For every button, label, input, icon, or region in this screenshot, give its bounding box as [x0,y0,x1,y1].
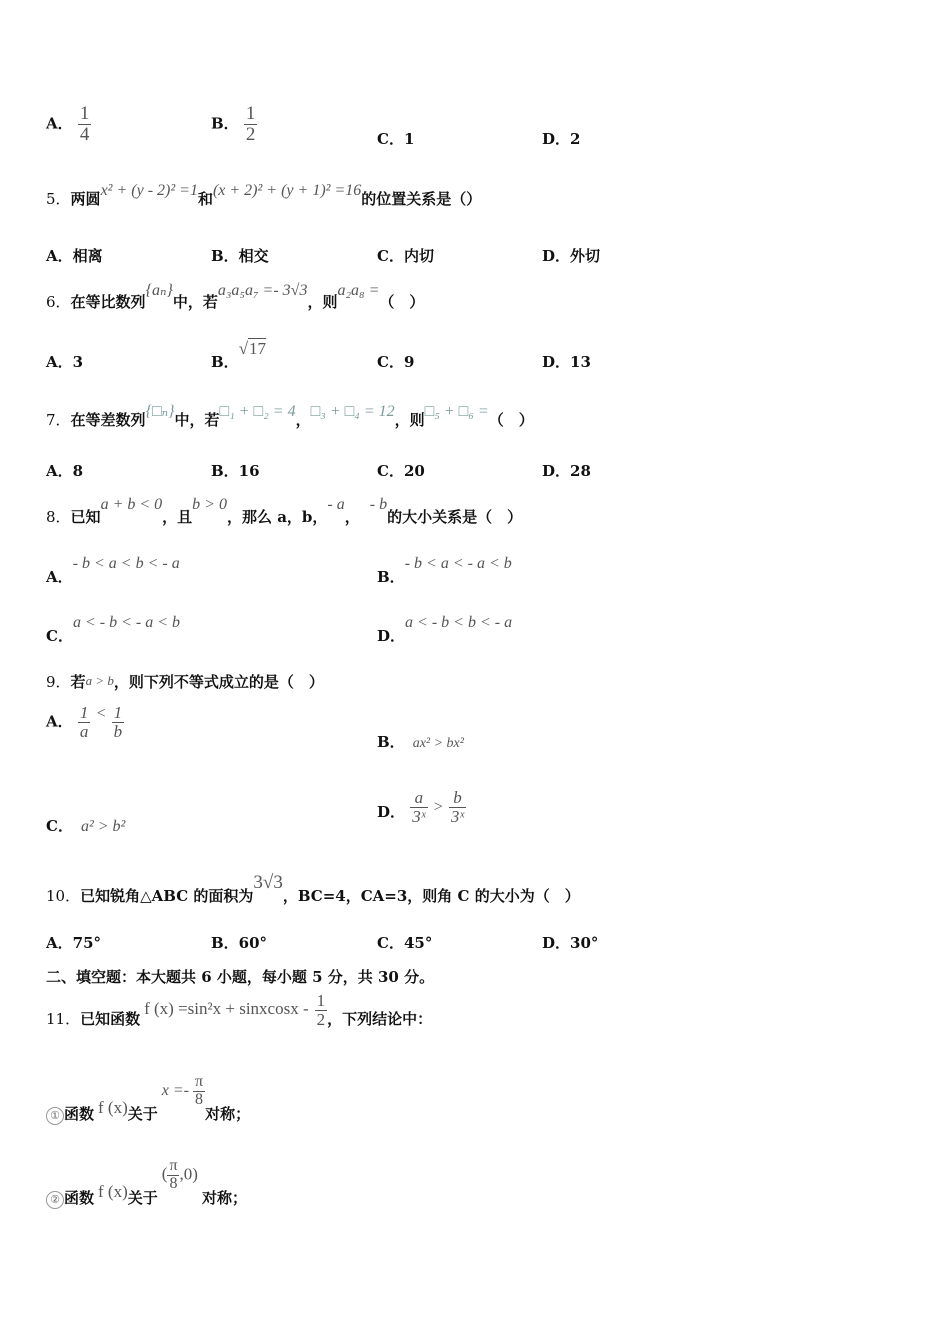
q10-option-b: B．60° [211,934,268,952]
question-8: 8．已知a + b < 0，且b > 0，那么 a，b，- a，- b的大小关系是（ ） [46,496,523,526]
q5-circle-2-equation: (x + 2)² + (y + 1)² =16 [212,182,362,199]
question-10: 10．已知锐角△ABC 的面积为3√3，BC=4，CA=3，则角 C 的大小为（ ） [46,872,580,905]
q6-option-b-radicand: 17 [249,339,267,358]
q10-option-a: A．75° [46,934,102,952]
q5-option-a: A．相离 [46,247,103,265]
q6-option-c: C．9 [377,353,415,371]
q10-option-d: D．30° [542,934,599,952]
q4-option-a-fraction: $\frac{1}{4}$ [79,103,90,145]
q8-condition-2: b > 0 [192,496,227,513]
q4-option-b: B． $\frac{1}{2}$ [211,103,256,145]
q9-option-b: B． ax² > bx² [377,733,464,751]
q7-condition-2: □₃ + □₄ = 12 [310,403,395,420]
q10-option-c: C．45° [377,934,433,952]
q7-option-b: B．16 [211,462,260,480]
q8-condition-1: a + b < 0 [100,496,163,513]
question-7: 7．在等差数列{□ₙ}中，若□₁ + □₂ = 4，□₃ + □₄ = 12，则□₅ + □₆ =（ ） [46,403,534,429]
q9-option-a: A． $\frac{1}{a}$ < $\frac{1}{b}$ [46,703,123,741]
q11-statement-2: ② 函数 f (x)关于( $\frac{\pi}{8}$ ,0)对称； [46,1158,247,1193]
q7-target: □₅ + □₆ = [424,403,489,420]
q9-condition: a > b [85,673,114,688]
q9-option-d: D． $\frac{a}{\text{3ˣ}}$ > $\frac{b}{\text{3ˣ}}$ [377,788,465,826]
q8-option-d: D．a < - b < b < - a [377,614,513,645]
q6-target: a₂a₈ = [337,282,380,299]
q4-option-c: C．1 [377,130,415,148]
q6-option-a: A．3 [46,353,84,371]
q4-option-b-fraction: $\frac{1}{2}$ [245,103,256,145]
q8-option-c: C．a < - b < - a < b [46,614,180,645]
q7-option-a: A．8 [46,462,84,480]
q7-sequence: {□ₙ} [145,403,175,420]
q7-condition-1: □₁ + □₂ = 4 [219,403,296,420]
section-heading: 二、填空题：本大题共 6 小题，每小题 5 分，共 30 分。 [46,968,435,986]
question-9: 9．若a > b，则下列不等式成立的是（ ） [46,673,324,691]
q9-option-c: C． a² > b² [46,817,126,835]
q5-option-b: B．相交 [211,247,269,265]
question-6: 6．在等比数列{aₙ}中，若a₃a₅a₇ =- 3√3，则a₂a₈ =（ ） [46,282,425,311]
q4-option-a: A． $\frac{1}{4}$ [46,103,90,145]
q6-option-b: B．√17 [211,339,267,371]
question-5: 5．两圆x² + (y - 2)² =1和(x + 2)² + (y + 1)² =16的位置关系是（） [46,182,482,208]
q10-area: 3√3 [253,872,283,893]
q8-option-b: B．- b < a < - a < b [377,555,512,586]
q7-option-c: C．20 [377,462,425,480]
q6-option-d: D．13 [542,353,591,371]
q5-option-d: D．外切 [542,247,601,265]
q6-condition: a₃a₅a₇ =- 3√3 [217,282,308,299]
q11-statement-1: ① 函数 f (x)关于x =- $\frac{\pi}{8}$ 对称； [46,1074,250,1109]
q5-circle-1-equation: x² + (y - 2)² =1 [100,182,198,199]
q6-sequence: {aₙ} [145,282,173,299]
q4-option-d: D．2 [542,130,581,148]
question-11: 11．已知函数f (x) =sin²x + sinxcosx - $\frac{1}{2}$ ，下列结论中： [46,991,433,1029]
q5-option-c: C．内切 [377,247,434,265]
q11-function: f (x) =sin²x + sinxcosx - [144,999,309,1019]
q8-option-a: A．- b < a < b < - a [46,555,180,586]
q7-option-d: D．28 [542,462,591,480]
